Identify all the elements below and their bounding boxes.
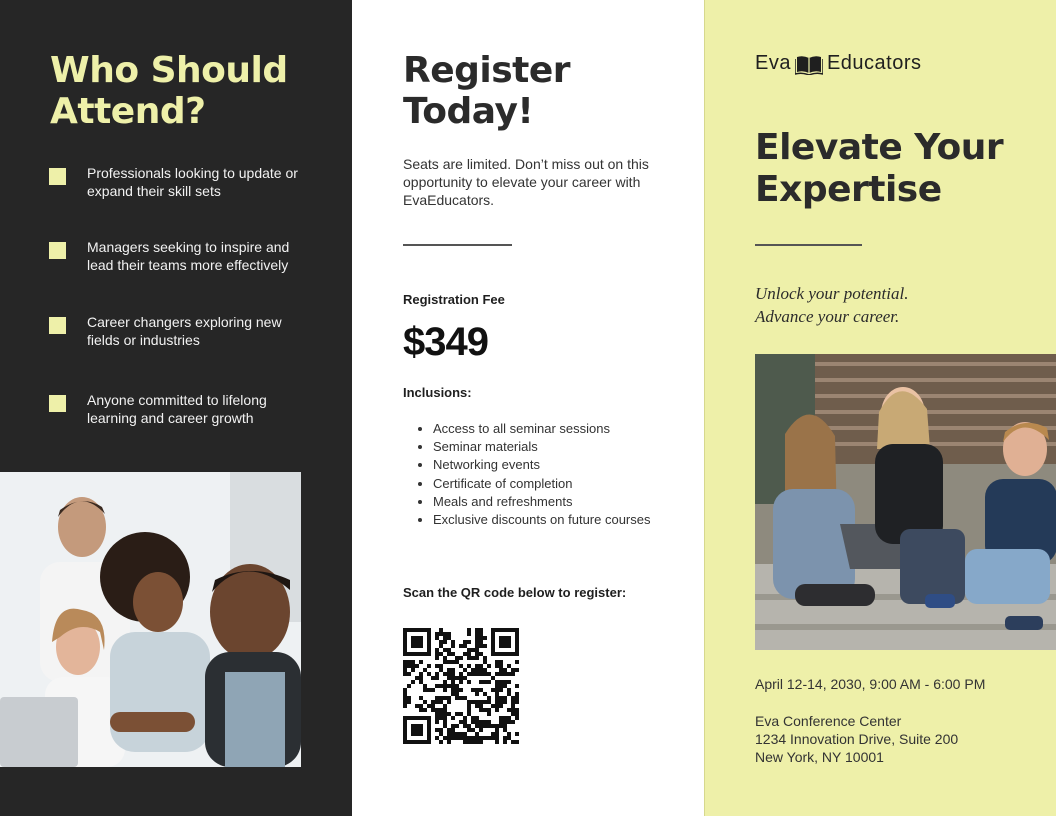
tagline-line: Unlock your potential. [755,284,909,303]
inclusions-list [403,420,673,529]
audience-title-line2: Attend? [50,91,206,132]
audience-item-line: fields or industries [87,332,200,348]
tagline [755,282,908,328]
cover-title-line2: Expertise [755,169,942,210]
intro-line: EvaEducators. [403,192,495,208]
inclusions-label: Inclusions: [403,385,472,400]
list-item: • Exclusive discounts on future courses [433,511,673,529]
audience-item-line: learning and career growth [87,410,254,426]
team-photo-illustration [0,472,301,767]
register-intro [403,155,653,209]
venue-line: 1234 Innovation Drive, Suite 200 [755,731,959,747]
cover-title-line1: Elevate Your [755,127,1004,168]
brand-name-part1: Eva [755,52,791,74]
event-date: April 12-14, 2030, 9:00 AM - 6:00 PM [755,676,986,692]
divider [755,244,862,246]
intro-line: opportunity to elevate your career with [403,174,641,190]
students-photo [755,354,1056,650]
list-item: • Access to all seminar sessions [433,420,673,438]
qr-code[interactable] [403,628,519,744]
register-title-line1: Register [403,50,571,91]
audience-item-line: Career changers exploring new [87,314,282,330]
divider [403,244,512,246]
bullet-square [49,168,66,185]
team-photo [0,472,301,767]
brand-logo [755,52,922,75]
bullet-square [49,242,66,259]
intro-line: Seats are limited. Don’t miss out on this [403,156,649,172]
venue-address [755,712,958,766]
registration-panel [352,0,704,816]
bullet-square [49,395,66,412]
students-photo-illustration [755,354,1056,650]
audience-item-line: Anyone committed to lifelong [87,392,267,408]
audience-panel [0,0,352,816]
venue-line: New York, NY 10001 [755,749,884,765]
venue-line: Eva Conference Center [755,713,902,729]
qr-label: Scan the QR code below to register: [403,585,627,600]
tagline-line: Advance your career. [755,307,900,326]
audience-item-line: Professionals looking to update or [87,165,298,181]
audience-item-line: Managers seeking to inspire and [87,239,290,255]
register-title [403,50,570,132]
list-item: • Seminar materials [433,438,673,456]
list-item: • Meals and refreshments [433,493,673,511]
audience-item-line: expand their skill sets [87,183,221,199]
bullet-square [49,317,66,334]
register-title-line2: Today! [403,91,534,132]
fee-value: $349 [403,320,488,364]
qr-code-graphic [403,628,519,744]
list-item: • Certificate of completion [433,475,673,493]
brand-name-part2: Educators [826,52,922,74]
cover-title [755,127,1045,211]
open-book-icon [795,53,823,75]
audience-item-line: lead their teams more effectively [87,257,289,273]
cover-panel [704,0,1056,816]
list-item: • Networking events [433,456,673,474]
audience-title [50,50,288,132]
fee-label: Registration Fee [403,292,505,307]
audience-title-line1: Who Should [50,50,288,91]
